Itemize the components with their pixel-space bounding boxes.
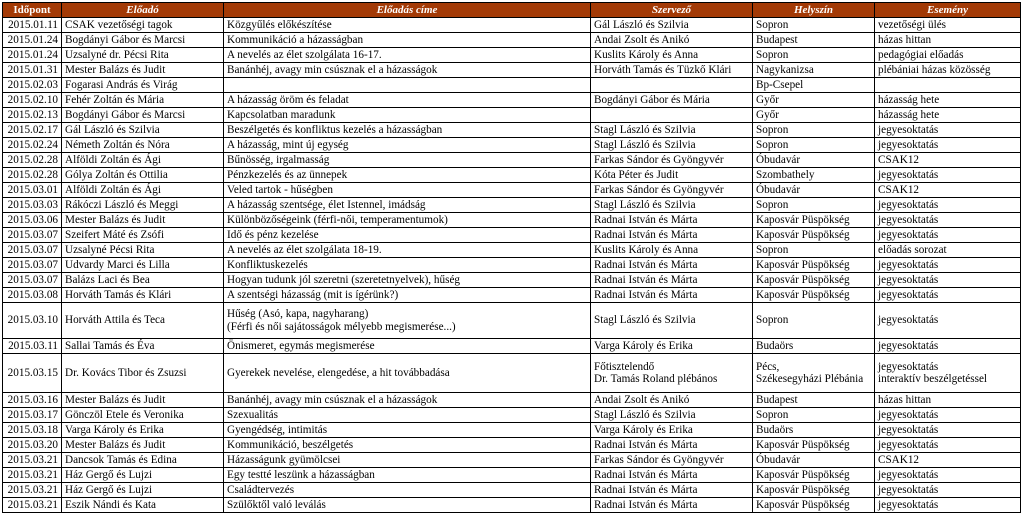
cell-location: Kaposvár Püspökség (753, 288, 875, 303)
cell-event (875, 78, 1021, 93)
cell-organizer: Stagl László és Szilvia (591, 408, 753, 423)
cell-date: 2015.02.03 (3, 78, 62, 93)
cell-date: 2015.03.11 (3, 339, 62, 354)
cell-title: A szentségi házasság (mit is ígérünk?) (224, 288, 591, 303)
cell-speaker: Eszik Nándi és Kata (62, 498, 224, 513)
cell-event-line: jegyesoktatás (878, 360, 939, 373)
cell-date: 2015.03.07 (3, 243, 62, 258)
cell-organizer: Radnai István és Márta (591, 288, 753, 303)
cell-location: Sopron (753, 123, 875, 138)
cell-date: 2015.02.13 (3, 108, 62, 123)
cell-location: Sopron (753, 408, 875, 423)
cell-organizer (591, 78, 753, 93)
cell-organizer: Horváth Tamás és Tüzkő Klári (591, 63, 753, 78)
cell-organizer (591, 354, 753, 393)
cell-date: 2015.03.07 (3, 273, 62, 288)
cell-event: CSAK12 (875, 183, 1021, 198)
cell-location: Kaposvár Püspökség (753, 468, 875, 483)
cell-date: 2015.02.17 (3, 123, 62, 138)
cell-organizer: Stagl László és Szilvia (591, 198, 753, 213)
table-row (3, 93, 1021, 108)
cell-event: jegyesoktatás (875, 258, 1021, 273)
table-row (3, 78, 1021, 93)
cell-event (875, 354, 1021, 393)
cell-title: Gyengédség, intimitás (224, 423, 591, 438)
cell-location: Kaposvár Püspökség (753, 258, 875, 273)
cell-event: jegyesoktatás (875, 168, 1021, 183)
cell-event: házasság hete (875, 93, 1021, 108)
cell-date: 2015.03.20 (3, 438, 62, 453)
table-row (3, 303, 1021, 339)
cell-title: Szexualitás (224, 408, 591, 423)
table-row (3, 453, 1021, 468)
cell-location: Nagykanizsa (753, 63, 875, 78)
cell-location: Óbudavár (753, 453, 875, 468)
header-organizer: Szervező (591, 3, 753, 18)
table-row (3, 198, 1021, 213)
cell-organizer: Radnai István és Márta (591, 213, 753, 228)
cell-date: 2015.03.21 (3, 483, 62, 498)
cell-date: 2015.02.28 (3, 168, 62, 183)
cell-location: Budaörs (753, 423, 875, 438)
cell-event: jegyesoktatás (875, 213, 1021, 228)
cell-event: jegyesoktatás (875, 483, 1021, 498)
table-row (3, 108, 1021, 123)
table-row (3, 168, 1021, 183)
cell-title: Idő és pénz kezelése (224, 228, 591, 243)
cell-organizer: Kuslits Károly és Anna (591, 243, 753, 258)
cell-location: Budapest (753, 393, 875, 408)
cell-event: plébániai házas közösség (875, 63, 1021, 78)
cell-title: Konfliktuskezelés (224, 258, 591, 273)
cell-date: 2015.03.07 (3, 228, 62, 243)
cell-speaker: Balázs Laci és Bea (62, 273, 224, 288)
cell-title: Banánhéj, avagy min csúsznak el a házasságok (224, 393, 591, 408)
cell-title: Beszélgetés és konfliktus kezelés a házasságban (224, 123, 591, 138)
table-row (3, 288, 1021, 303)
table-row (3, 408, 1021, 423)
table-row (3, 258, 1021, 273)
cell-speaker: Horváth Attila és Teca (62, 303, 224, 339)
cell-title: Szülőktől való leválás (224, 498, 591, 513)
table-row (3, 273, 1021, 288)
cell-speaker: Ház Gergő és Lujzi (62, 468, 224, 483)
cell-location (753, 354, 875, 393)
cell-title: A nevelés az élet szolgálata 18-19. (224, 243, 591, 258)
cell-speaker: Fogarasi András és Virág (62, 78, 224, 93)
cell-title: Közgyűlés előkészítése (224, 18, 591, 33)
cell-speaker: Dancsok Tamás és Edina (62, 453, 224, 468)
cell-date: 2015.03.21 (3, 498, 62, 513)
cell-title: Kommunikáció, beszélgetés (224, 438, 591, 453)
table-row (3, 18, 1021, 33)
cell-title: Különbözőségeink (férfi-női, temperamentumok) (224, 213, 591, 228)
schedule-table (2, 2, 1021, 513)
table-row (3, 138, 1021, 153)
cell-event: jegyesoktatás (875, 228, 1021, 243)
cell-date: 2015.03.03 (3, 198, 62, 213)
cell-speaker: CSAK vezetőségi tagok (62, 18, 224, 33)
schedule-table-container (2, 2, 1020, 513)
cell-speaker: Horváth Tamás és Klári (62, 288, 224, 303)
cell-event: házas hittan (875, 33, 1021, 48)
cell-title: Bűnösség, irgalmasság (224, 153, 591, 168)
table-row (3, 243, 1021, 258)
cell-event: házas hittan (875, 393, 1021, 408)
cell-event: pedagógiai előadás (875, 48, 1021, 63)
cell-speaker: Udvardy Marci és Lilla (62, 258, 224, 273)
cell-event: CSAK12 (875, 453, 1021, 468)
cell-title: Veled tartok - hűségben (224, 183, 591, 198)
cell-event: jegyesoktatás (875, 423, 1021, 438)
cell-date: 2015.03.01 (3, 183, 62, 198)
cell-location: Sopron (753, 48, 875, 63)
cell-organizer: Radnai István és Márta (591, 468, 753, 483)
table-row (3, 228, 1021, 243)
cell-location: Kaposvár Püspökség (753, 438, 875, 453)
cell-organizer: Stagl László és Szilvia (591, 303, 753, 339)
cell-organizer (591, 108, 753, 123)
table-row (3, 483, 1021, 498)
table-row (3, 48, 1021, 63)
cell-date: 2015.03.17 (3, 408, 62, 423)
cell-location: Kaposvár Püspökség (753, 213, 875, 228)
cell-event: jegyesoktatás (875, 339, 1021, 354)
cell-title: A házasság szentsége, élet Istennel, imádság (224, 198, 591, 213)
cell-location: Sopron (753, 243, 875, 258)
cell-event: jegyesoktatás (875, 138, 1021, 153)
cell-speaker: Mester Balázs és Judit (62, 63, 224, 78)
cell-organizer: Kóta Péter és Judit (591, 168, 753, 183)
cell-location: Budapest (753, 33, 875, 48)
table-row (3, 183, 1021, 198)
cell-title-line: Hűség (Asó, kapa, nagyharang) (227, 308, 369, 321)
cell-event: jegyesoktatás (875, 123, 1021, 138)
cell-location: Bp-Csepel (753, 78, 875, 93)
cell-event: házasság hete (875, 108, 1021, 123)
cell-title-line: (Férfi és női sajátosságok mélyebb megismerése...) (227, 320, 456, 333)
cell-location: Budaörs (753, 339, 875, 354)
cell-title: Egy testté leszünk a házasságban (224, 468, 591, 483)
cell-speaker: Ház Gergő és Lujzi (62, 483, 224, 498)
table-row (3, 393, 1021, 408)
table-row (3, 438, 1021, 453)
cell-date: 2015.01.24 (3, 48, 62, 63)
cell-date: 2015.03.21 (3, 468, 62, 483)
cell-date: 2015.02.24 (3, 138, 62, 153)
cell-speaker: Gönczöl Etele és Veronika (62, 408, 224, 423)
header-title: Előadás címe (224, 3, 591, 18)
cell-organizer: Stagl László és Szilvia (591, 123, 753, 138)
table-row (3, 33, 1021, 48)
cell-title: Banánhéj, avagy min csúsznak el a házasságok (224, 63, 591, 78)
cell-speaker: Gál László és Szilvia (62, 123, 224, 138)
cell-speaker: Dr. Kovács Tibor és Zsuzsi (62, 354, 224, 393)
cell-organizer: Radnai István és Márta (591, 258, 753, 273)
cell-location: Kaposvár Püspökség (753, 273, 875, 288)
cell-location: Győr (753, 93, 875, 108)
cell-location: Sopron (753, 198, 875, 213)
table-row (3, 498, 1021, 513)
header-date: Időpont (3, 3, 62, 18)
cell-speaker: Bogdányi Gábor és Marcsi (62, 33, 224, 48)
table-row (3, 153, 1021, 168)
cell-title: Házasságunk gyümölcsei (224, 453, 591, 468)
cell-date: 2015.01.24 (3, 33, 62, 48)
cell-title: Hogyan tudunk jól szeretni (szeretetnyelvek), hűség (224, 273, 591, 288)
cell-event: jegyesoktatás (875, 408, 1021, 423)
cell-title: Gyerekek nevelése, elengedése, a hit továbbadása (224, 354, 591, 393)
cell-speaker: Mester Balázs és Judit (62, 213, 224, 228)
cell-date: 2015.03.07 (3, 258, 62, 273)
cell-event: jegyesoktatás (875, 303, 1021, 339)
cell-speaker: Rákóczi László és Meggi (62, 198, 224, 213)
cell-organizer: Farkas Sándor és Gyöngyvér (591, 153, 753, 168)
table-row (3, 423, 1021, 438)
cell-date: 2015.01.11 (3, 18, 62, 33)
cell-title: Önismeret, egymás megismerése (224, 339, 591, 354)
cell-organizer: Varga Károly és Erika (591, 339, 753, 354)
cell-date: 2015.03.08 (3, 288, 62, 303)
cell-organizer: Varga Károly és Erika (591, 423, 753, 438)
cell-speaker: Uzsalyné dr. Pécsi Rita (62, 48, 224, 63)
table-row (3, 468, 1021, 483)
cell-title: A házasság, mint új egység (224, 138, 591, 153)
cell-speaker: Szeifert Máté és Zsófi (62, 228, 224, 243)
cell-event: jegyesoktatás (875, 198, 1021, 213)
cell-speaker: Németh Zoltán és Nóra (62, 138, 224, 153)
cell-location-line: Pécs, (756, 360, 780, 373)
cell-title: Pénzkezelés és az ünnepek (224, 168, 591, 183)
cell-title (224, 303, 591, 339)
cell-title: Családtervezés (224, 483, 591, 498)
cell-location-line: Székesegyházi Plébánia (756, 373, 864, 385)
cell-date: 2015.01.31 (3, 63, 62, 78)
cell-organizer: Stagl László és Szilvia (591, 138, 753, 153)
cell-speaker: Mester Balázs és Judit (62, 393, 224, 408)
cell-event-line: interaktív beszélgetéssel (878, 373, 988, 385)
cell-organizer: Radnai István és Márta (591, 483, 753, 498)
cell-organizer: Radnai István és Márta (591, 438, 753, 453)
cell-title: A nevelés az élet szolgálata 16-17. (224, 48, 591, 63)
cell-date: 2015.03.06 (3, 213, 62, 228)
cell-speaker: Alföldi Zoltán és Ági (62, 153, 224, 168)
cell-organizer-line: Dr. Tamás Roland plébános (594, 373, 718, 385)
cell-organizer: Bogdányi Gábor és Mária (591, 93, 753, 108)
header-location: Helyszín (753, 3, 875, 18)
cell-event: jegyesoktatás (875, 468, 1021, 483)
cell-organizer: Andai Zsolt és Anikó (591, 393, 753, 408)
cell-date: 2015.03.18 (3, 423, 62, 438)
cell-organizer: Radnai István és Márta (591, 498, 753, 513)
cell-date: 2015.03.16 (3, 393, 62, 408)
cell-location: Kaposvár Püspökség (753, 228, 875, 243)
cell-location: Kaposvár Püspökség (753, 498, 875, 513)
cell-event: vezetőségi ülés (875, 18, 1021, 33)
cell-organizer: Kuslits Károly és Anna (591, 48, 753, 63)
cell-organizer-line: Főtisztelendő (594, 360, 655, 373)
cell-event: előadás sorozat (875, 243, 1021, 258)
cell-organizer: Gál László és Szilvia (591, 18, 753, 33)
cell-speaker: Sallai Tamás és Éva (62, 339, 224, 354)
cell-location: Óbudavár (753, 183, 875, 198)
cell-location: Sopron (753, 303, 875, 339)
header-event: Esemény (875, 3, 1021, 18)
cell-location: Óbudavár (753, 153, 875, 168)
header-speaker: Előadó (62, 3, 224, 18)
cell-title: Kapcsolatban maradunk (224, 108, 591, 123)
cell-location: Sopron (753, 138, 875, 153)
table-row (3, 63, 1021, 78)
cell-organizer: Farkas Sándor és Gyöngyvér (591, 453, 753, 468)
cell-event: CSAK12 (875, 153, 1021, 168)
table-row (3, 354, 1021, 393)
cell-speaker: Uzsalyné Pécsi Rita (62, 243, 224, 258)
table-row (3, 213, 1021, 228)
cell-location: Kaposvár Püspökség (753, 483, 875, 498)
cell-date: 2015.03.10 (3, 303, 62, 339)
cell-organizer: Radnai István és Márta (591, 228, 753, 243)
cell-event: jegyesoktatás (875, 288, 1021, 303)
cell-organizer: Radnai István és Márta (591, 273, 753, 288)
cell-date: 2015.02.10 (3, 93, 62, 108)
cell-speaker: Gólya Zoltán és Ottilia (62, 168, 224, 183)
cell-location: Győr (753, 108, 875, 123)
cell-speaker: Fehér Zoltán és Mária (62, 93, 224, 108)
cell-speaker: Alföldi Zoltán és Ági (62, 183, 224, 198)
cell-date: 2015.03.15 (3, 354, 62, 393)
cell-event: jegyesoktatás (875, 498, 1021, 513)
cell-organizer: Andai Zsolt és Anikó (591, 33, 753, 48)
cell-location: Szombathely (753, 168, 875, 183)
table-row (3, 339, 1021, 354)
cell-location: Sopron (753, 18, 875, 33)
cell-date: 2015.03.21 (3, 453, 62, 468)
cell-speaker: Bogdányi Gábor és Marcsi (62, 108, 224, 123)
cell-speaker: Mester Balázs és Judit (62, 438, 224, 453)
cell-event: jegyesoktatás (875, 273, 1021, 288)
cell-title: Kommunikáció a házasságban (224, 33, 591, 48)
cell-title (224, 78, 591, 93)
table-body (3, 18, 1021, 513)
table-row (3, 123, 1021, 138)
cell-event: jegyesoktatás (875, 438, 1021, 453)
cell-speaker: Varga Károly és Erika (62, 423, 224, 438)
cell-organizer: Farkas Sándor és Gyöngyvér (591, 183, 753, 198)
cell-date: 2015.02.28 (3, 153, 62, 168)
cell-title: A házasság öröm és feladat (224, 93, 591, 108)
header-row (3, 3, 1021, 18)
